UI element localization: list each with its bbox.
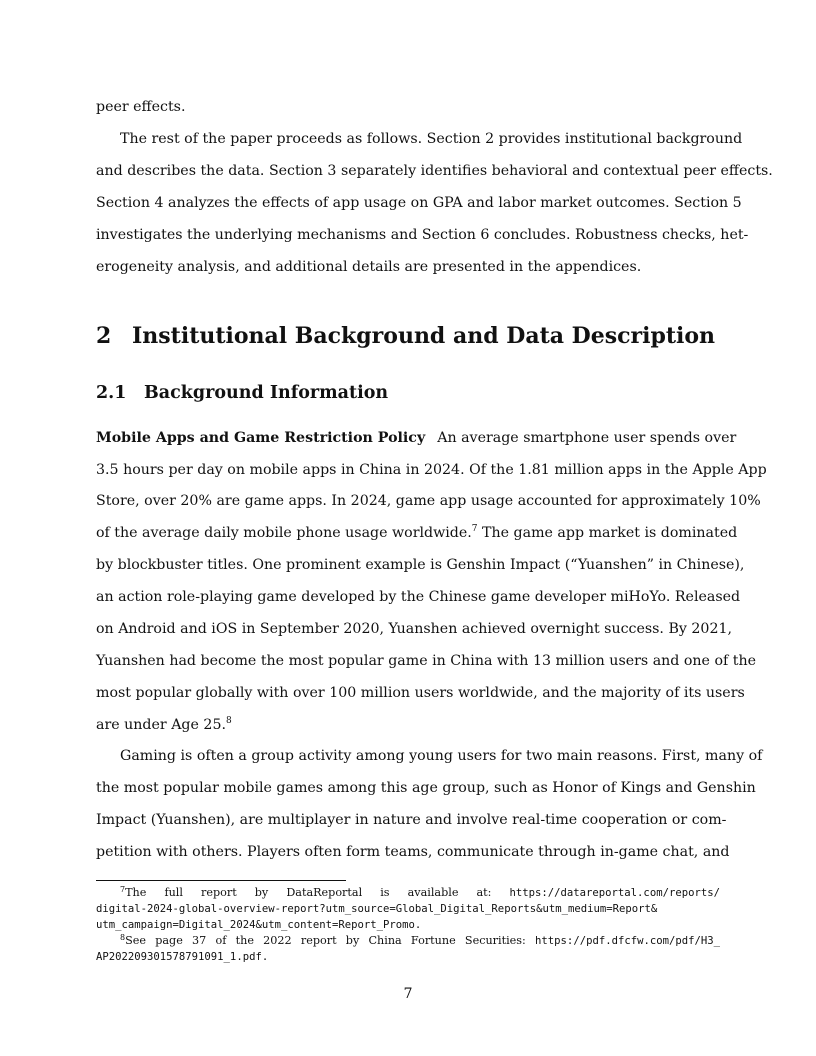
intro-paragraph-line: erogeneity analysis, and additional details are presented in the appendices.	[96, 259, 642, 275]
mobile-paragraph-line: an action role-playing game developed by the Chinese game developer miHoYo. Released	[96, 589, 741, 605]
subsection-title: Background Information	[144, 383, 389, 403]
mobile-paragraph-line: on Android and iOS in September 2020, Yuanshen achieved overnight success. By 2021,	[96, 621, 733, 637]
subsection-number: 2.1	[96, 383, 127, 403]
footnote-mark: 7	[120, 885, 126, 894]
footnote-link[interactable]: https://pdf.dfcfw.com/pdf/H3_	[535, 935, 721, 947]
footnote-7-cont	[96, 901, 720, 917]
section-heading	[96, 322, 715, 350]
footnote-7-cont	[96, 917, 720, 933]
mobile-text: are under Age 25.	[96, 717, 226, 733]
footnote-7	[120, 885, 720, 901]
footnote-link[interactable]: utm_campaign=Digital_2024&utm_content=Report_Promo.	[96, 919, 422, 931]
footnote-link[interactable]: digital-2024-global-overview-report?utm_source=Global_Digital_Reports&utm_medium=Report&	[96, 903, 658, 915]
footnote-text: The full report by DataReportal is available at:	[125, 886, 492, 899]
footnote-text: See page 37 of the 2022 report by China Fortune Securities:	[125, 934, 526, 947]
mobile-text: of the average daily mobile phone usage worldwide.	[96, 525, 472, 541]
intro-paragraph-line: The rest of the paper proceeds as follows. Section 2 provides institutional background	[120, 131, 743, 147]
mobile-paragraph-line: most popular globally with over 100 million users worldwide, and the majority of its users	[96, 685, 745, 701]
subsection-heading	[96, 381, 388, 405]
footnote-ref-8[interactable]: 8	[226, 716, 232, 726]
footnote-8-cont	[96, 949, 720, 965]
mobile-text: An average smartphone user spends over	[437, 430, 737, 446]
intro-paragraph-line: and describes the data. Section 3 separately identifies behavioral and contextual peer effects.	[96, 163, 773, 179]
mobile-paragraph-line: 3.5 hours per day on mobile apps in China in 2024. Of the 1.81 million apps in the Apple App	[96, 462, 767, 478]
section-number: 2	[96, 323, 112, 349]
gaming-paragraph-line: Impact (Yuanshen), are multiplayer in nature and involve real-time cooperation or com-	[96, 812, 727, 828]
intro-paragraph-line: investigates the underlying mechanisms and Section 6 concludes. Robustness checks, het-	[96, 227, 749, 243]
runin-heading: Mobile Apps and Game Restriction Policy	[96, 430, 426, 446]
gaming-paragraph-line: the most popular mobile games among this age group, such as Honor of Kings and Genshin	[96, 780, 756, 796]
footnote-link[interactable]: AP202209301578791091_1.pdf.	[96, 951, 269, 963]
gaming-paragraph-line: Gaming is often a group activity among young users for two main reasons. First, many of	[120, 748, 763, 764]
intro-paragraph-line: Section 4 analyzes the effects of app usage on GPA and labor market outcomes. Section 5	[96, 195, 742, 211]
mobile-text: The game app market is dominated	[482, 525, 738, 541]
mobile-paragraph-line: Store, over 20% are game apps. In 2024, game app usage accounted for approximately 10%	[96, 493, 761, 509]
section-title: Institutional Background and Data Description	[132, 323, 716, 349]
mobile-paragraph-line	[96, 429, 737, 447]
intro-line-0: peer effects.	[96, 99, 186, 115]
mobile-paragraph-line	[96, 524, 738, 542]
mobile-paragraph-line	[96, 716, 720, 734]
footnote-8	[120, 933, 720, 949]
footnote-link[interactable]: https://datareportal.com/reports/	[509, 887, 720, 899]
mobile-paragraph-line: by blockbuster titles. One prominent example is Genshin Impact (“Yuanshen” in Chinese),	[96, 557, 745, 573]
mobile-paragraph-line: Yuanshen had become the most popular game in China with 13 million users and one of the	[96, 653, 757, 669]
footnote-rule	[96, 880, 346, 881]
gaming-paragraph-line: petition with others. Players often form teams, communicate through in-game chat, and	[96, 844, 730, 860]
footnote-ref-7[interactable]: 7	[471, 524, 478, 534]
footnote-mark: 8	[120, 933, 126, 942]
page-number: 7	[403, 986, 413, 1002]
